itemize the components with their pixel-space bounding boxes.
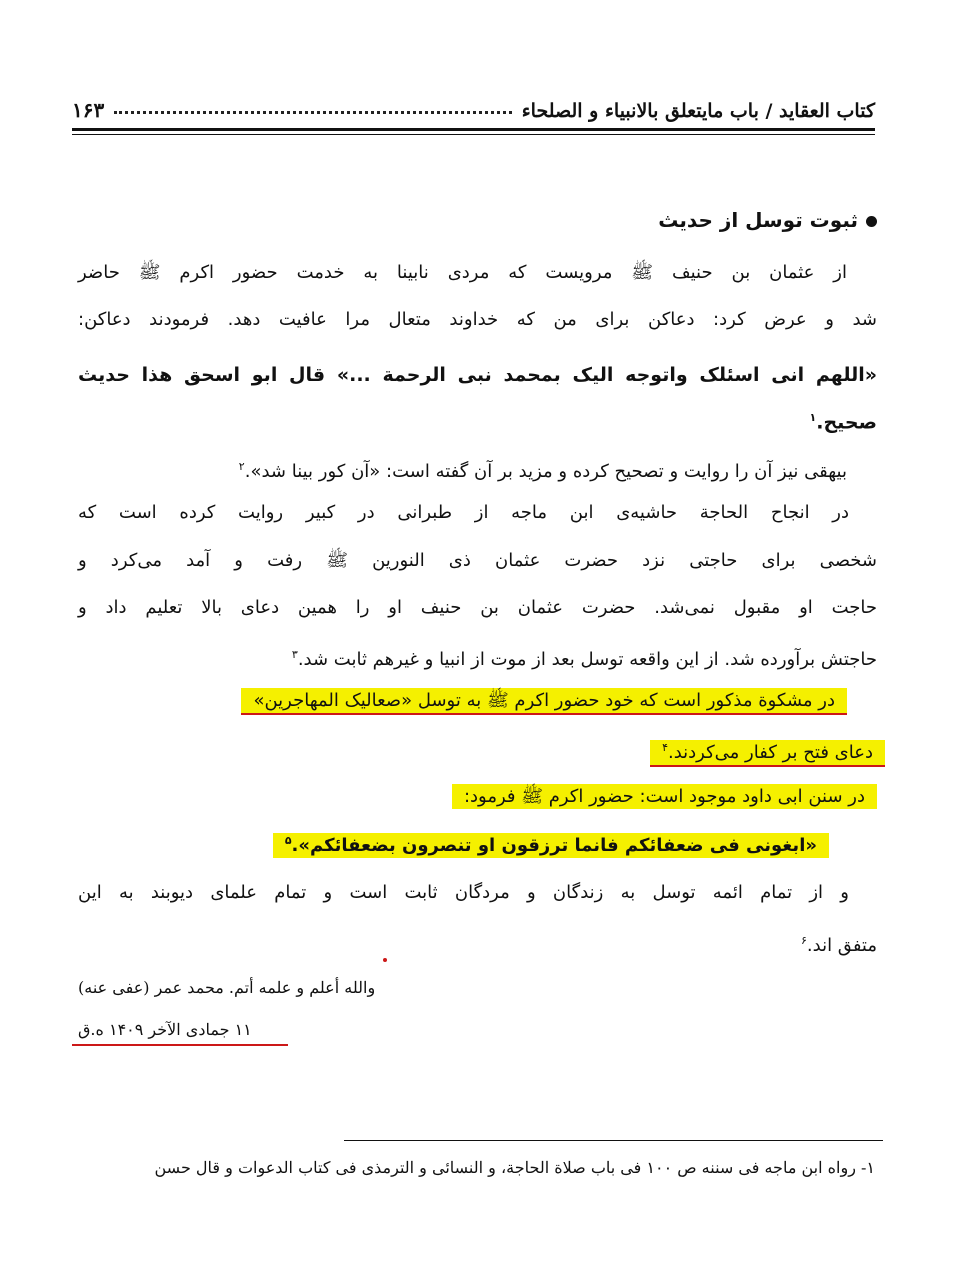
page-number: ۱۶۳ xyxy=(72,98,105,122)
header-leader-dots xyxy=(114,110,512,114)
footnote-mark: ۴ xyxy=(662,741,668,754)
footnote-text: ۱- رواه ابن ماجه فی سننه ص ۱۰۰ فی باب صلاة الحاجة، و النسائی و الترمذی فی کتاب الدعوات و قال حسن xyxy=(154,1158,875,1177)
text-line: حاجتش برآورده شد. از این واقعه توسل بعد از موت از انبیا و غیرهم ثابت شد.$^۳$ xyxy=(291,648,877,670)
footnote-mark: ۱ xyxy=(809,411,817,424)
date-underline xyxy=(72,1044,288,1046)
footnote-mark: ۶ xyxy=(800,934,807,947)
signature-author: والله أعلم و علمه أتم. محمد عمر (عفی عنه) xyxy=(78,978,376,997)
running-header xyxy=(72,86,875,122)
text-line: بیهقی نیز آن را روایت و تصحیح کرده و مزید بر آن گفته است: «آن کور بینا شد».$^۲$ xyxy=(238,460,847,482)
footnote-mark: ۵ xyxy=(284,834,292,847)
highlighted-line: در مشکوة مذکور است که خود حضور اکرم ﷺ به توسل «صعالیک المهاجرین» xyxy=(241,686,847,716)
header-title: کتاب العقاید / باب مایتعلق بالانبیاء و الصلحاء xyxy=(521,100,875,122)
footnote-mark: ۲ xyxy=(238,460,245,473)
text-line: از عثمان بن حنیف ﷺ مرویست که مردی نابینا به خدمت حضور اکرم ﷺ حاضر xyxy=(78,262,847,283)
section-heading: ثبوت توسل از حدیث xyxy=(658,205,877,235)
header-rule xyxy=(72,128,875,131)
text-line: شخصی برای حاجتی نزد حضرت عثمان ذی النورین ﷺ رفت و آمد می‌کرد و xyxy=(78,550,877,571)
header-rule-thin xyxy=(72,134,875,135)
ink-dot xyxy=(383,958,387,962)
bullet-icon xyxy=(866,216,877,227)
text-line: شد و عرض کرد: دعاکن برای من که خداوند متعال مرا عافیت دهد. فرمودند دعاکن: xyxy=(78,309,877,330)
dua-text-line: صحیح.$^۱$ xyxy=(809,411,877,434)
text-line: حاجت او مقبول نمی‌شد. حضرت عثمان بن حنیف او را همین دعای بالا تعلیم داد و xyxy=(78,597,877,618)
footnote-rule xyxy=(344,1140,883,1141)
text-line: در انجاح الحاجة حاشیه‌ی ابن ماجه از طبرانی در کبیر روایت کرده است که xyxy=(78,502,849,523)
dua-text-line: «اللهم انی اسئلک واتوجه الیک بمحمد نبی الرحمة ...» قال ابو اسحق هذا حدیث xyxy=(78,364,877,386)
text-line: متفق اند.$^۶$ xyxy=(800,934,877,956)
highlighted-line: در سنن ابی داود موجود است: حضور اکرم ﷺ فرمود: xyxy=(452,782,877,812)
signature-date: ۱۱ جمادی الآخر ۱۴۰۹ ه.ق xyxy=(78,1020,252,1039)
highlighted-line: «ابغونی فی ضعفائکم فانما ترزقون او تنصرون بضعفائکم».$^۵$ xyxy=(273,826,829,861)
text-line: و از تمام ائمه توسل به زندگان و مردگان ثابت است و تمام علمای دیوبند به این xyxy=(78,882,849,903)
highlighted-line: دعای فتح بر کفار می‌کردند.$^۴$ xyxy=(650,733,885,768)
footnote-mark: ۳ xyxy=(291,648,298,661)
